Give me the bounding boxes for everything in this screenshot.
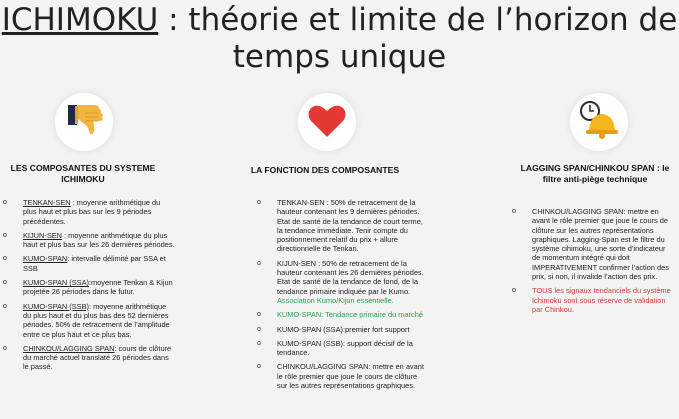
list-item: o CHINKOU/LAGGING SPAN: mettre en avant le rôle premier que joue le cours de clôture sur les autres représentations graphiques. Lagging-Span est le filtre du système cihimoku, une sorte d’indicateur de momentum intégré qui doit IMPERATIVEMENT confirmer l’action des prix, si non, il invalide l’action des prix.: [512, 207, 669, 282]
col3-heading-line1: LAGGING SPAN/CHINKOU SPAN : le: [520, 163, 670, 173]
list-item: o CHINKOU/LAGGING SPAN: mettre en avant le rôle premier que joue le cours de clôture sur les autres représentations graphiques.: [257, 362, 424, 391]
list-item: o KUMO-SPAN (SSA):premier fort support: [257, 324, 410, 334]
title-line1-rest: : théorie et limite de l’horizon de: [158, 2, 678, 38]
heart-icon: [298, 93, 356, 151]
list-item: o TENKAN-SEN : 50% de retracement de la hauteur contenant les 9 dernières périodes. Etat de santé de la tendance de court terme, la tendance immédiate. Tenir compte du positionnement relatif du prix + allure directionnelle de Tenkan.: [257, 198, 423, 254]
thumbs-down-icon: [55, 93, 113, 151]
list-item: o KUMO-SPAN: Tendance primaire du marché: [257, 310, 423, 320]
col1-heading-line1: LES COMPOSANTES DU SYSTEME: [10, 163, 156, 173]
col1-heading: [8, 163, 158, 185]
slide-title: [0, 2, 679, 76]
col2-list: [257, 198, 427, 391]
title-keyword: ICHIMOKU: [1, 2, 159, 38]
list-item: o KUMO-SPAN: intervalle délimité par SSA et SSB: [3, 254, 166, 273]
col2-heading: LA FONCTION DES COMPOSANTES: [250, 165, 400, 175]
list-item: o KIJUN-SEN : moyenne arithmétique du plus haut et plus bas sur les 26 dernières périodes.: [3, 230, 175, 250]
title-line2: temps unique: [232, 39, 447, 75]
col3-heading-line2: filtre anti-piège technique: [542, 174, 648, 184]
list-item: o KUMO-SPAN (SSA):moyenne Tenkan & Kijun projetée 26 périodes dans le futur.: [3, 278, 173, 297]
list-item: o CHINKOU/LAGGING SPAN: cours de clôture du marché actuel translaté 26 périodes dans le passé.: [3, 343, 172, 372]
list-item: o KUMO-SPAN (SSB): support décisif de la tendance.: [257, 338, 413, 358]
alarm-bell-icon: [570, 93, 628, 151]
list-item: o TENKAN-SEN : moyenne arithmétique du plus haut et plus bas sur les 9 périodes précédentes.: [3, 198, 161, 226]
list-item: o TOUS les signaux tendanciels du système Ichimoku sont sous réserve de validation par Chinkou.: [512, 286, 671, 314]
col1-heading-line2: ICHIMOKU: [61, 174, 105, 184]
list-item: o KIJUN-SEN : 50% de retracement de la hauteur contenant les 26 dernières périodes. Etat de santé de la tendance de fond, de la tendance primaire indiquée par le Kumo. Association Kumo/Kijun essentielle.: [257, 258, 424, 305]
col3-list: [512, 207, 675, 314]
list-item: o KUMO-SPAN (SSB): moyenne arithmétique du plus haut et du plus bas des 52 dernières périodes. 50% de retracement de l’amplitude entre ce plus haut et ce plus bas.: [3, 301, 170, 339]
col1-list: [3, 198, 175, 372]
col3-heading: [510, 163, 679, 185]
